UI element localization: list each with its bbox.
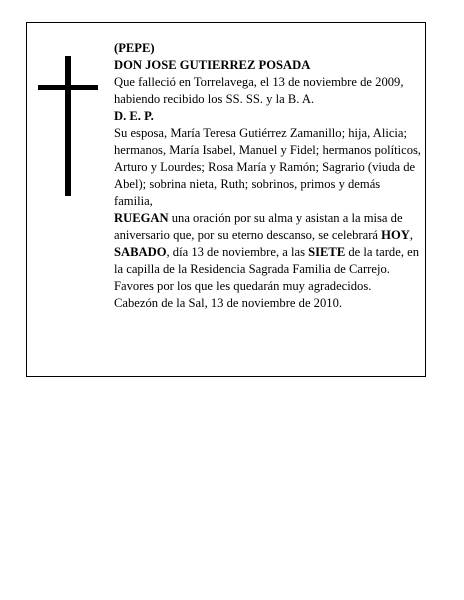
cross-icon: [38, 56, 98, 196]
cross-vertical-bar: [65, 56, 71, 196]
deceased-name: DON JOSE GUTIERREZ POSADA: [114, 58, 311, 72]
mass-request-text-2: , día 13 de noviembre, a las: [166, 245, 309, 259]
siete-word: SIETE: [308, 245, 346, 259]
family-list: Su esposa, María Teresa Gutiérrez Zamanillo; hija, Alicia; hermanos, María Isabel, Manuel y Fidel; hermanos políticos, Arturo y Lourdes; Rosa María y Ramón; Sagrario (viuda de Abel); sobrina nieta, Ruth; sobrinos, primos y demás familia,: [114, 126, 422, 208]
place-date: Cabezón de la Sal, 13 de noviembre de 2010.: [114, 296, 343, 310]
mass-request-text-1: una oración por su alma y asistan a la misa de aniversario que, por su eterno descanso, se celebrará: [114, 211, 403, 242]
cross-horizontal-bar: [38, 85, 98, 90]
sabado-word: SABADO: [114, 245, 167, 259]
dep-line: D. E. P.: [114, 109, 154, 123]
mass-request-text-3: de la tarde, en la capilla de la Residencia Sagrada Familia de Carrejo. Favores por los que les quedarán muy agradecidos.: [114, 245, 420, 293]
hoy-word: HOY: [381, 228, 410, 242]
death-info: Que falleció en Torrelavega, el 13 de noviembre de 2009, habiendo recibido los SS. SS. y la B. A.: [114, 75, 404, 106]
mass-request: [114, 210, 422, 295]
ruegan-word: RUEGAN: [114, 211, 169, 225]
mass-request-separator: ,: [409, 228, 413, 242]
nickname: (PEPE): [114, 41, 155, 55]
obituary-text: [114, 40, 422, 312]
